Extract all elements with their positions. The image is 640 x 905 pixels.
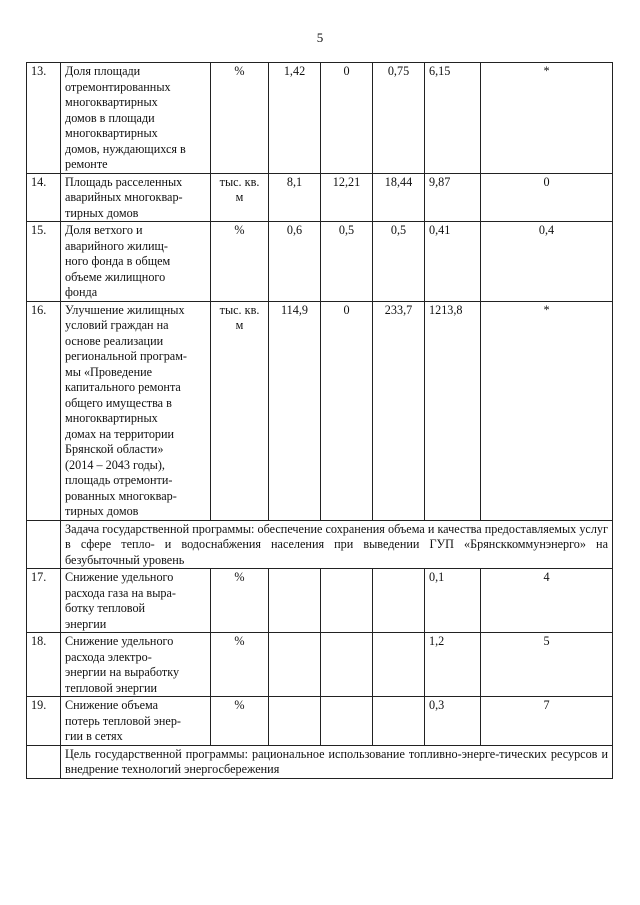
- section-num-cell: [27, 520, 61, 569]
- row-number: 14.: [27, 173, 61, 222]
- indicator-name-line: Доля площади: [65, 64, 141, 78]
- indicator-name-line: (2014 – 2043 годы),: [65, 457, 165, 472]
- indicator-name-line: домах на территории: [65, 426, 175, 441]
- indicator-name-line: основе реализации: [65, 333, 164, 348]
- indicator-name-line: ремонте: [65, 157, 108, 171]
- indicator-name-line: энергии: [65, 616, 107, 631]
- value-cell-v4: 6,15: [425, 63, 481, 174]
- unit-cell: %: [211, 697, 269, 746]
- indicator-name-line: потерь тепловой энер-: [65, 713, 181, 728]
- value-cell-v5: *: [481, 63, 613, 174]
- indicator-name-line: площадь отремонти-: [65, 473, 173, 487]
- table-row: [27, 222, 613, 302]
- indicator-name-line: расхода газа на выра-: [65, 585, 176, 600]
- section-row: [27, 745, 613, 778]
- indicator-name-line: региональной програм-: [65, 349, 187, 363]
- indicator-name-line: условий граждан на: [65, 318, 169, 332]
- value-cell-v3: 18,44: [373, 173, 425, 222]
- row-number: 18.: [27, 633, 61, 697]
- unit-cell: %: [211, 222, 269, 302]
- indicator-name-line: капитального ремонта: [65, 380, 181, 394]
- value-cell-v3: 0,5: [373, 222, 425, 302]
- row-number: 13.: [27, 63, 61, 174]
- indicator-name: [61, 301, 211, 520]
- value-cell-v3: [373, 633, 425, 697]
- value-cell-v3: 233,7: [373, 301, 425, 520]
- table-row: [27, 173, 613, 222]
- value-cell-v4: 0,41: [425, 222, 481, 302]
- value-cell-v1: 114,9: [269, 301, 321, 520]
- indicator-name-line: домов, нуждающихся в: [65, 141, 186, 156]
- page-number: 5: [316, 30, 324, 45]
- indicator-name-line: мы «Проведение: [65, 364, 153, 379]
- row-number: 15.: [27, 222, 61, 302]
- value-cell-v1: [269, 569, 321, 633]
- value-cell-v2: [321, 569, 373, 633]
- value-cell-v4: 0,3: [425, 697, 481, 746]
- row-number: 17.: [27, 569, 61, 633]
- value-cell-v2: 12,21: [321, 173, 373, 222]
- table-row: [27, 301, 613, 520]
- indicator-name-line: расхода электро-: [65, 649, 152, 664]
- table-row: [27, 697, 613, 746]
- indicator-name-line: рованных многоквар-: [65, 488, 177, 503]
- value-cell-v1: 0,6: [269, 222, 321, 302]
- indicator-name-line: Снижение удельного: [65, 634, 174, 648]
- value-cell-v1: [269, 633, 321, 697]
- indicator-name-line: многоквартирных: [65, 126, 158, 140]
- indicator-name-line: отремонтированных: [65, 79, 171, 94]
- table-row: [27, 569, 613, 633]
- unit-cell: тыс. кв. м: [211, 301, 269, 520]
- indicator-name-line: домов в площади: [65, 110, 155, 125]
- section-heading: Задача государственной программы: обеспечение сохранения объема и качества предоставляемых услуг в сфере тепло- и водоснабжения населения при выведении ГУП «Брянсккоммунэнерго» на безубыточный уровень: [61, 520, 613, 569]
- section-heading: Цель государственной программы: рациональное использование топливно-энерге-тических ресурсов и внедрение технологий энергосбережения: [61, 745, 613, 778]
- indicator-name-line: многоквартирных: [65, 411, 158, 425]
- indicator-name: [61, 569, 211, 633]
- indicator-name: [61, 222, 211, 302]
- value-cell-v2: [321, 633, 373, 697]
- value-cell-v5: *: [481, 301, 613, 520]
- table-body: [27, 63, 613, 779]
- value-cell-v4: 9,87: [425, 173, 481, 222]
- indicator-name-line: многоквартирных: [65, 95, 158, 109]
- indicator-name-line: объеме жилищного: [65, 269, 166, 284]
- indicators-table: [26, 62, 613, 779]
- indicator-name-line: тирных домов: [65, 504, 139, 518]
- value-cell-v2: [321, 697, 373, 746]
- indicator-name-line: аварийных многоквар-: [65, 190, 183, 204]
- value-cell-v3: [373, 697, 425, 746]
- value-cell-v5: 4: [481, 569, 613, 633]
- indicator-name: [61, 63, 211, 174]
- indicator-name-line: общего имущества в: [65, 395, 172, 410]
- value-cell-v1: [269, 697, 321, 746]
- row-number: 16.: [27, 301, 61, 520]
- indicator-name-line: Доля ветхого и: [65, 223, 143, 237]
- value-cell-v1: 1,42: [269, 63, 321, 174]
- value-cell-v4: 1213,8: [425, 301, 481, 520]
- row-number: 19.: [27, 697, 61, 746]
- indicator-name-line: Снижение объема: [65, 698, 159, 712]
- table-row: [27, 633, 613, 697]
- value-cell-v5: 0: [481, 173, 613, 222]
- value-cell-v4: 1,2: [425, 633, 481, 697]
- value-cell-v5: 7: [481, 697, 613, 746]
- indicator-name: [61, 633, 211, 697]
- value-cell-v2: 0: [321, 301, 373, 520]
- value-cell-v5: 0,4: [481, 222, 613, 302]
- table-row: [27, 63, 613, 174]
- unit-cell: %: [211, 63, 269, 174]
- section-row: [27, 520, 613, 569]
- indicator-name-line: Брянской области»: [65, 442, 164, 456]
- indicator-name-line: тирных домов: [65, 205, 139, 220]
- indicator-name-line: Снижение удельного: [65, 570, 174, 584]
- indicator-name: [61, 697, 211, 746]
- indicator-name-line: аварийного жилищ-: [65, 238, 168, 253]
- indicator-name-line: Площадь расселенных: [65, 174, 183, 189]
- indicator-name-line: гии в сетях: [65, 729, 123, 743]
- value-cell-v3: [373, 569, 425, 633]
- indicator-name-line: ботку тепловой: [65, 601, 146, 615]
- indicator-name-line: энергии на выработку: [65, 665, 180, 679]
- value-cell-v5: 5: [481, 633, 613, 697]
- unit-cell: тыс. кв. м: [211, 173, 269, 222]
- indicator-name-line: ного фонда в общем: [65, 254, 171, 268]
- unit-cell: %: [211, 633, 269, 697]
- indicator-name-line: фонда: [65, 285, 98, 299]
- value-cell-v2: 0,5: [321, 222, 373, 302]
- section-num-cell: [27, 745, 61, 778]
- indicator-name-line: Улучшение жилищных: [65, 302, 185, 317]
- indicator-name: [61, 173, 211, 222]
- value-cell-v1: 8,1: [269, 173, 321, 222]
- indicator-name-line: тепловой энергии: [65, 680, 158, 695]
- value-cell-v4: 0,1: [425, 569, 481, 633]
- value-cell-v3: 0,75: [373, 63, 425, 174]
- unit-cell: %: [211, 569, 269, 633]
- value-cell-v2: 0: [321, 63, 373, 174]
